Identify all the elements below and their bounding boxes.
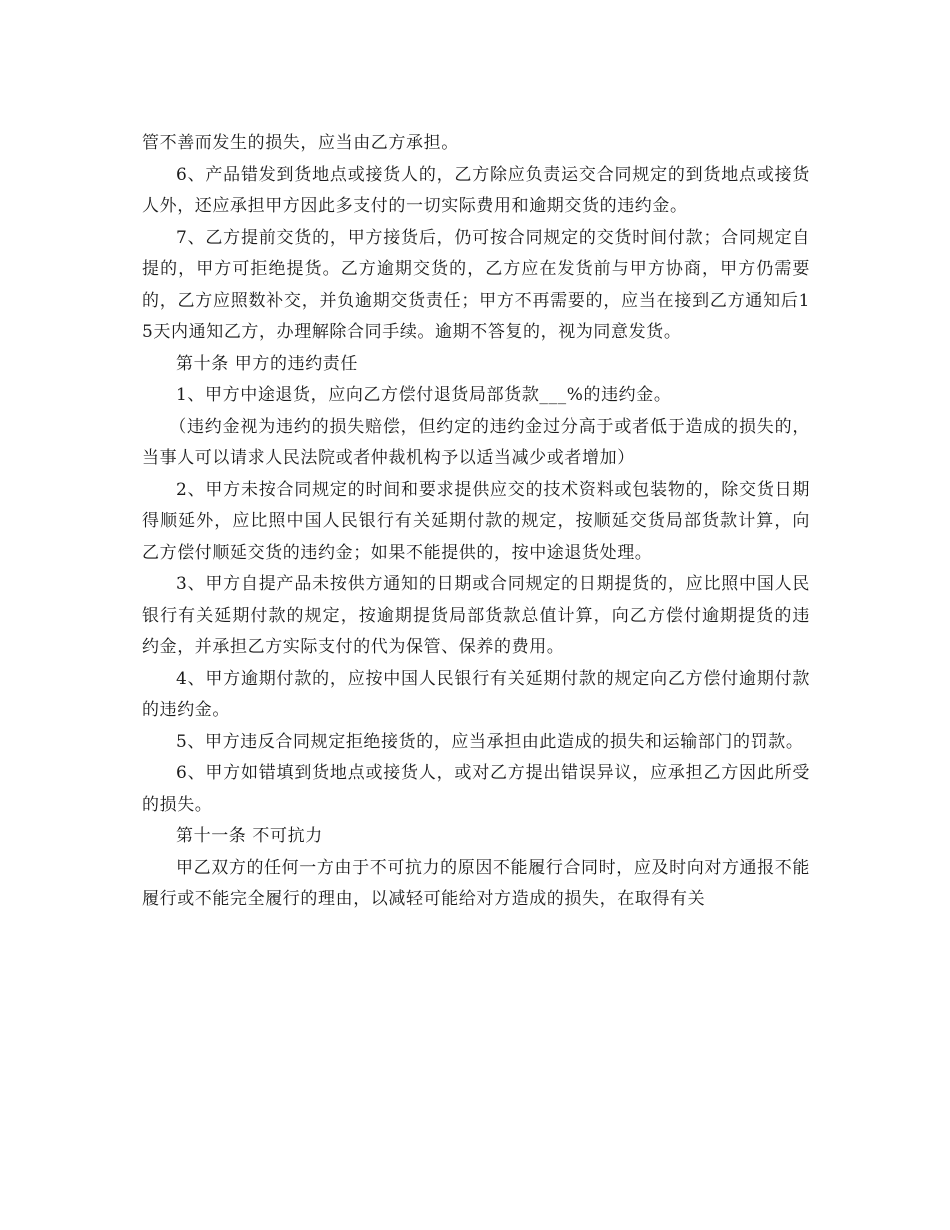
paragraph-article-10-item-4: 4、甲方逾期付款的，应按中国人民银行有关延期付款的规定向乙方偿付逾期付款的违约金。 xyxy=(142,668,810,720)
document-body xyxy=(142,128,810,916)
paragraph-article-10-item-3: 3、甲方自提产品未按供方通知的日期或合同规定的日期提货的，应比照中国人民银行有关延期付款的规定，按逾期提货局部货款总值计算，向乙方偿付逾期提货的违约金，并承担乙方实际支付的代为保管、保养的费用。 xyxy=(142,574,810,657)
paragraph-article-10-item-2: 2、甲方未按合同规定的时间和要求提供应交的技术资料或包装物的，除交货日期得顺延外，应比照中国人民银行有关延期付款的规定，按顺延交货局部货款计算，向乙方偿付顺延交货的违约金；如果不能提供的，按中途退货处理。 xyxy=(142,479,810,563)
paragraph-force-majeure: 甲乙双方的任何一方由于不可抗力的原因不能履行合同时，应及时向对方通报不能履行或不能完全履行的理由，以减轻可能给对方造成的损失，在取得有关 xyxy=(142,857,810,909)
paragraph-article-10-item-1: 1、甲方中途退货，应向乙方偿付退货局部货款___%的违约金。 xyxy=(176,385,672,405)
paragraph-clause-7-early-delivery: 7、乙方提前交货的，甲方接货后，仍可按合同规定的交货时间付款；合同规定自提的，甲方可拒绝提货。乙方逾期交货的，乙方应在发货前与甲方协商，甲方仍需要的，乙方应照数补交，并负逾期交货责任；甲方不再需要的，应当在接到乙方通知后15天内通知乙方，办理解除合同手续。逾期不答复的，视为同意发货。 xyxy=(142,227,810,342)
paragraph-article-10-item-6: 6、甲方如错填到货地点或接货人，或对乙方提出错误异议，应承担乙方因此所受的损失。 xyxy=(142,763,810,815)
article-11-heading: 第十一条 不可抗力 xyxy=(176,826,323,846)
paragraph-article-10-item-5: 5、甲方违反合同规定拒绝接货的，应当承担由此造成的损失和运输部门的罚款。 xyxy=(176,731,804,752)
paragraph-continuation: 管不善而发生的损失，应当由乙方承担。 xyxy=(142,133,459,153)
paragraph-clause-6-misdelivery: 6、产品错发到货地点或接货人的，乙方除应负责运交合同规定的到货地点或接货人外，还应承担甲方因此多支付的一切实际费用和逾期交货的违约金。 xyxy=(142,164,810,216)
paragraph-penalty-note: （违约金视为违约的损失赔偿，但约定的违约金过分高于或者低于造成的损失的，当事人可以请求人民法院或者仲裁机构予以适当减少或者增加） xyxy=(142,416,810,468)
article-10-heading: 第十条 甲方的违约责任 xyxy=(176,353,359,374)
